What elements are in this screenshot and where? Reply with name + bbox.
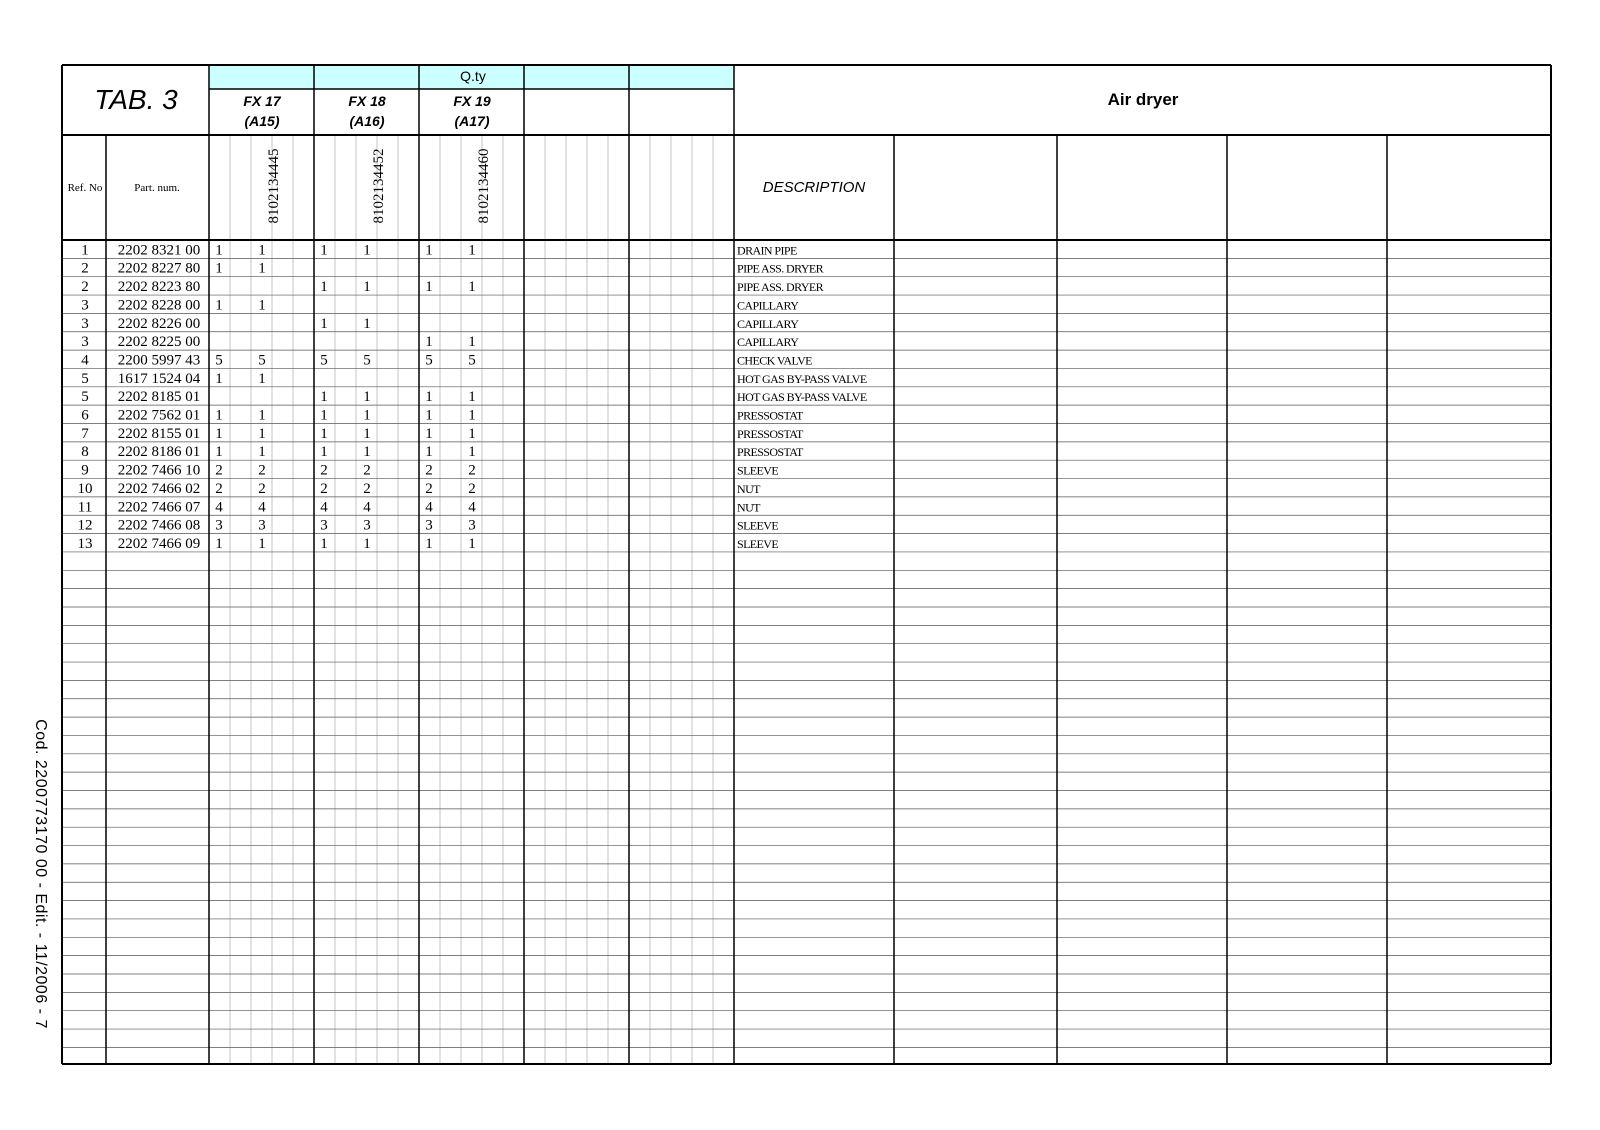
- parts-rows: [78, 242, 867, 552]
- qty-value: 1: [425, 444, 433, 461]
- part-number: 2202 8321 00: [117, 242, 201, 259]
- qty-value: 1: [363, 535, 371, 552]
- qty-value: 2: [468, 480, 476, 497]
- qty-value: 1: [215, 425, 223, 442]
- qty-value: 1: [363, 425, 371, 442]
- qty-value: 1: [258, 444, 266, 461]
- qty-value: 1: [363, 279, 371, 296]
- table-row: [81, 426, 804, 442]
- qty-value: 1: [425, 389, 433, 406]
- part-description: PRESSOSTAT: [737, 445, 803, 460]
- qty-value: 1: [468, 535, 476, 552]
- qty-value: 1: [468, 425, 476, 442]
- model-serial: 8102134460: [476, 148, 492, 224]
- model-name: FX 17: [243, 93, 281, 109]
- qty-value: 5: [425, 352, 433, 369]
- qty-value: 1: [215, 260, 223, 277]
- part-description: PRESSOSTAT: [737, 408, 803, 423]
- part-description: PIPE ASS. DRYER: [737, 280, 824, 295]
- qty-value: 1: [468, 389, 476, 406]
- part-number: 1617 1524 04: [117, 370, 201, 387]
- qty-value: 3: [468, 517, 476, 534]
- part-description: CAPILLARY: [737, 316, 799, 331]
- qty-value: 1: [258, 370, 266, 387]
- model-name: FX 19: [453, 93, 491, 109]
- ref-number: 10: [77, 480, 93, 497]
- qty-value: 2: [363, 480, 371, 497]
- ref-number: 13: [77, 535, 93, 552]
- qty-value: 2: [320, 480, 328, 497]
- ref-no-header: Ref. No: [67, 182, 103, 194]
- description-header: DESCRIPTION: [762, 179, 866, 196]
- table-row: [78, 518, 779, 534]
- model-code: (A17): [454, 113, 490, 129]
- part-description: NUT: [737, 481, 760, 496]
- part-number: 2202 8186 01: [117, 444, 201, 461]
- qty-header: Q.ty: [460, 68, 486, 84]
- qty-value: 4: [468, 499, 476, 516]
- part-description: DRAIN PIPE: [737, 243, 797, 258]
- qty-value: 1: [425, 425, 433, 442]
- part-number: 2202 8228 00: [117, 297, 201, 314]
- part-number: 2202 7466 02: [117, 480, 201, 497]
- qty-value: 1: [468, 242, 476, 259]
- qty-value: 1: [320, 242, 328, 259]
- qty-value: 1: [468, 444, 476, 461]
- ref-number: 12: [77, 517, 93, 534]
- qty-value: 2: [215, 462, 223, 479]
- part-description: NUT: [737, 500, 760, 515]
- qty-value: 1: [215, 407, 223, 424]
- part-description: HOT GAS BY-PASS VALVE: [737, 390, 867, 405]
- qty-value: 1: [258, 407, 266, 424]
- ref-number: 5: [81, 370, 89, 387]
- ref-number: 8: [81, 444, 89, 461]
- qty-value: 1: [258, 425, 266, 442]
- part-number: 2202 8185 01: [117, 389, 201, 406]
- table-row: [81, 444, 804, 460]
- table-row: [81, 389, 867, 405]
- part-description: HOT GAS BY-PASS VALVE: [737, 371, 867, 386]
- table-row: [81, 463, 778, 479]
- qty-value: 5: [363, 352, 371, 369]
- part-num-header: Part. num.: [134, 182, 180, 194]
- part-description: SLEEVE: [737, 463, 779, 478]
- part-number: 2202 7466 08: [117, 517, 201, 534]
- qty-value: 3: [258, 517, 266, 534]
- table-label: TAB. 3: [94, 84, 178, 115]
- part-number: 2202 8226 00: [117, 315, 201, 332]
- part-description: PRESSOSTAT: [737, 426, 803, 441]
- qty-value: 1: [425, 535, 433, 552]
- qty-value: 1: [425, 279, 433, 296]
- qty-value: 2: [258, 480, 266, 497]
- ref-number: 6: [81, 407, 89, 424]
- qty-value: 5: [468, 352, 476, 369]
- table-row: [81, 352, 812, 368]
- qty-value: 2: [258, 462, 266, 479]
- model-name: FX 18: [348, 93, 386, 109]
- part-number: 2202 8227 80: [117, 260, 201, 277]
- ref-number: 3: [81, 315, 89, 332]
- ref-number: 4: [81, 352, 89, 369]
- qty-value: 2: [425, 462, 433, 479]
- part-description: CHECK VALVE: [737, 353, 812, 368]
- qty-value: 1: [363, 315, 371, 332]
- table-row: [78, 536, 779, 552]
- table-row: [81, 371, 867, 387]
- part-number: 2202 7466 07: [117, 499, 201, 516]
- qty-value: 4: [258, 499, 266, 516]
- qty-value: 1: [320, 535, 328, 552]
- qty-value: 1: [215, 370, 223, 387]
- table-row: [81, 279, 823, 295]
- part-description: CAPILLARY: [737, 298, 799, 313]
- qty-value: 1: [215, 535, 223, 552]
- part-number: 2202 7466 09: [117, 535, 201, 552]
- qty-value: 1: [258, 242, 266, 259]
- qty-value: 1: [258, 535, 266, 552]
- ref-number: 3: [81, 334, 89, 351]
- part-number: 2202 8155 01: [117, 425, 201, 442]
- qty-value: 1: [320, 407, 328, 424]
- model-code: (A15): [244, 113, 280, 129]
- part-number: 2202 8225 00: [117, 334, 201, 351]
- qty-value: 1: [468, 279, 476, 296]
- qty-value: 2: [363, 462, 371, 479]
- qty-value: 1: [258, 297, 266, 314]
- qty-value: 1: [363, 389, 371, 406]
- model-serial: 8102134452: [371, 148, 387, 224]
- table-grid-lines: [62, 65, 1551, 1064]
- ref-number: 1: [81, 242, 89, 259]
- qty-value: 1: [468, 407, 476, 424]
- qty-value: 1: [320, 425, 328, 442]
- qty-value: 2: [468, 462, 476, 479]
- qty-value: 1: [215, 242, 223, 259]
- qty-value: 4: [425, 499, 433, 516]
- qty-value: 1: [468, 334, 476, 351]
- part-number: 2202 7562 01: [117, 407, 201, 424]
- qty-value: 3: [215, 517, 223, 534]
- ref-number: 7: [81, 425, 89, 442]
- qty-value: 5: [320, 352, 328, 369]
- table-row: [81, 408, 804, 424]
- ref-number: 9: [81, 462, 89, 479]
- part-description: SLEEVE: [737, 536, 779, 551]
- qty-value: 1: [363, 407, 371, 424]
- qty-value: 1: [320, 279, 328, 296]
- qty-value: 1: [363, 444, 371, 461]
- qty-value: 1: [425, 407, 433, 424]
- qty-value: 1: [320, 444, 328, 461]
- qty-value: 3: [363, 517, 371, 534]
- ref-number: 2: [81, 279, 89, 296]
- part-description: CAPILLARY: [737, 335, 799, 350]
- ref-number: 11: [77, 499, 93, 516]
- ref-number: 5: [81, 389, 89, 406]
- model-serial: 8102134445: [266, 148, 282, 224]
- qty-value: 2: [425, 480, 433, 497]
- part-number: 2202 7466 10: [117, 462, 201, 479]
- qty-value: 1: [258, 260, 266, 277]
- qty-value: 1: [425, 334, 433, 351]
- part-number: 2200 5997 43: [117, 352, 201, 369]
- part-description: SLEEVE: [737, 518, 779, 533]
- qty-value: 2: [215, 480, 223, 497]
- qty-value: 4: [363, 499, 371, 516]
- model-code: (A16): [349, 113, 385, 129]
- page-title: Air dryer: [1107, 90, 1179, 109]
- document-code: Cod. 2200773170 00 - Edit. - 11/2006 - 7: [32, 719, 49, 1029]
- qty-value: 4: [215, 499, 223, 516]
- part-number: 2202 8223 80: [117, 279, 201, 296]
- qty-value: 4: [320, 499, 328, 516]
- table-row: [81, 261, 823, 277]
- qty-value: 3: [425, 517, 433, 534]
- table-row: [81, 242, 797, 258]
- ref-number: 2: [81, 260, 89, 277]
- qty-value: 1: [215, 297, 223, 314]
- qty-value: 1: [363, 242, 371, 259]
- qty-value: 1: [320, 389, 328, 406]
- qty-value: 1: [425, 242, 433, 259]
- part-description: PIPE ASS. DRYER: [737, 261, 824, 276]
- ref-number: 3: [81, 297, 89, 314]
- qty-value: 3: [320, 517, 328, 534]
- qty-value: 1: [215, 444, 223, 461]
- qty-value: 5: [215, 352, 223, 369]
- qty-value: 2: [320, 462, 328, 479]
- qty-value: 5: [258, 352, 266, 369]
- qty-value: 1: [320, 315, 328, 332]
